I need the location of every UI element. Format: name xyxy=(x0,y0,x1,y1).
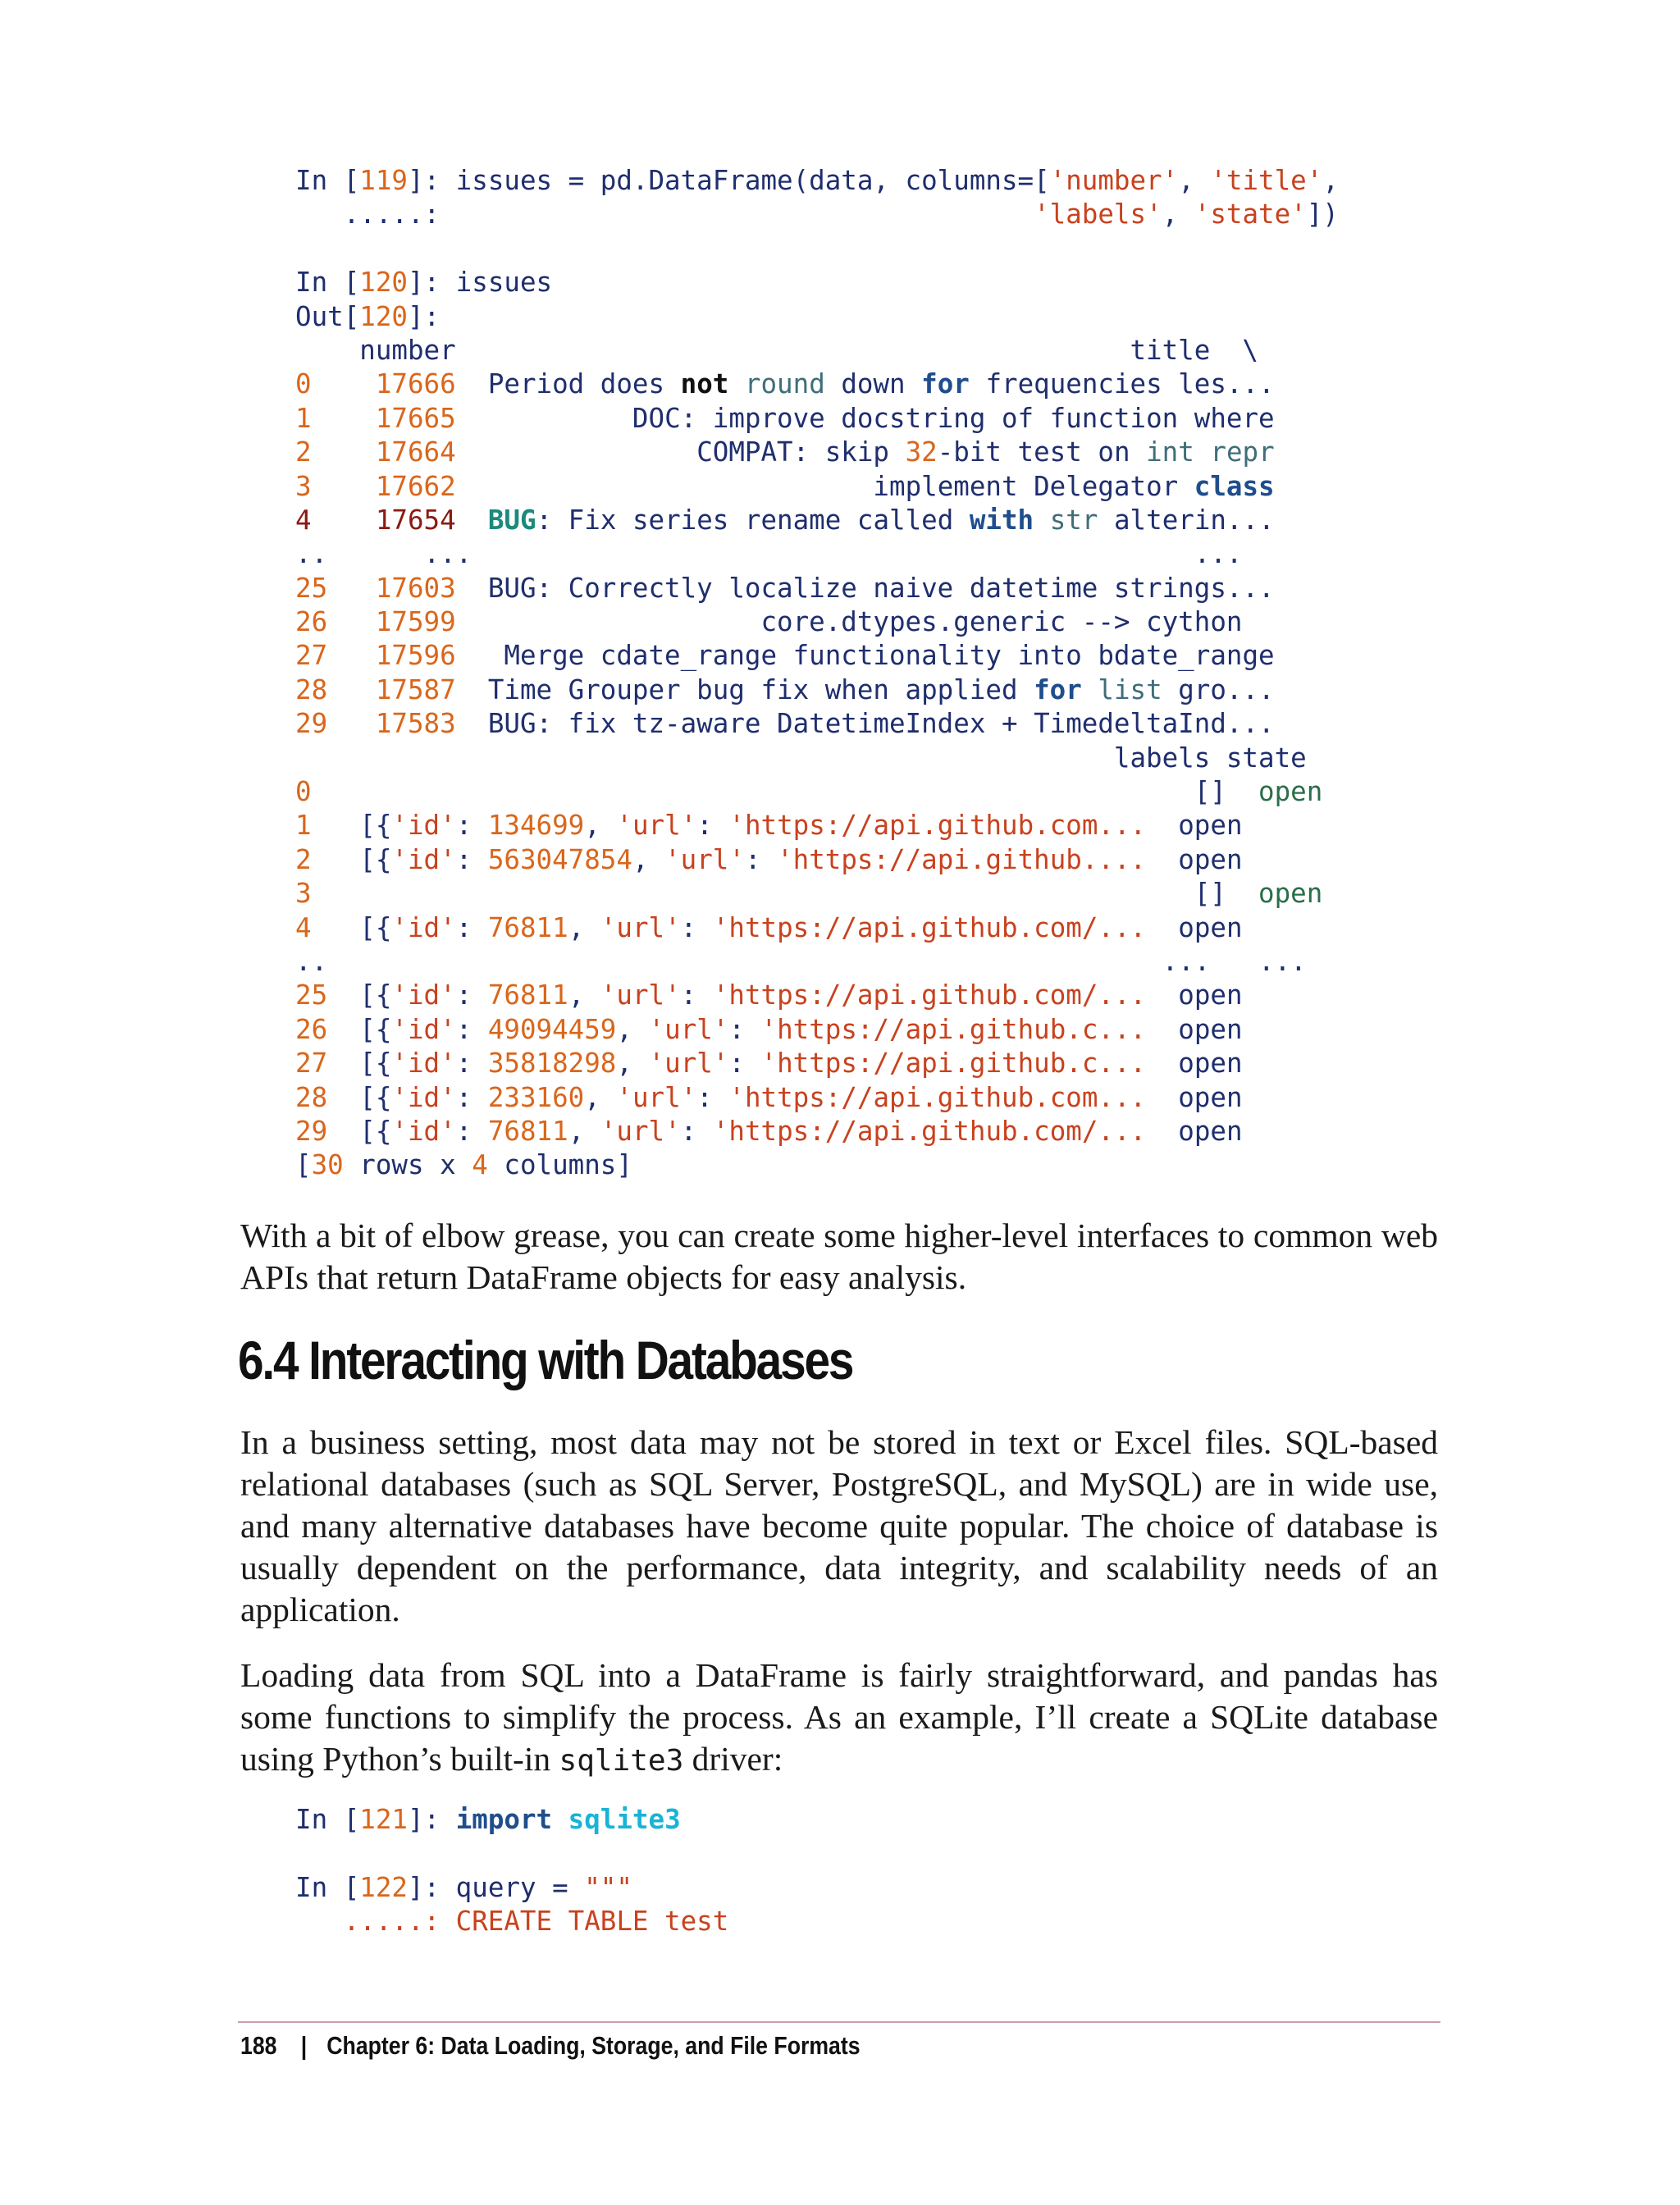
code-token: , xyxy=(568,979,600,1011)
code-line xyxy=(295,1047,1444,1080)
code-token: : xyxy=(455,1013,488,1045)
code-token: : xyxy=(455,911,488,943)
code-line xyxy=(295,742,1444,775)
code-token: : xyxy=(455,843,488,875)
code-line xyxy=(295,673,1444,707)
code-token: open xyxy=(1146,1081,1243,1113)
code-token: 'https://api.github.... xyxy=(777,843,1147,875)
code-token: ]: xyxy=(407,1804,456,1835)
code-token: 3 xyxy=(295,878,312,910)
code-token xyxy=(1194,436,1211,468)
code-line xyxy=(295,537,1444,571)
code-token: [{ xyxy=(311,843,392,875)
code-token: rows x xyxy=(343,1149,472,1181)
code-token: In [ xyxy=(295,1871,360,1903)
code-line xyxy=(295,639,1444,673)
code-token: 'state' xyxy=(1194,199,1307,231)
code-token: 233160 xyxy=(487,1081,585,1113)
code-line xyxy=(295,334,1444,368)
code-token: 'url' xyxy=(616,1081,697,1113)
code-line xyxy=(295,945,1444,979)
code-token: 3 xyxy=(295,470,312,502)
code-token: 'url' xyxy=(600,1115,681,1147)
code-token: , xyxy=(568,1115,600,1147)
code-token: 28 xyxy=(295,1081,328,1113)
code-token xyxy=(312,471,376,502)
code-token: 25 xyxy=(295,979,328,1011)
code-token xyxy=(327,640,376,671)
code-token xyxy=(312,436,376,468)
code-token: BUG: fix tz-aware DatetimeIndex + TimedeltaInd... xyxy=(455,708,1275,740)
code-token: 17587 xyxy=(375,673,456,705)
code-line xyxy=(295,1081,1444,1115)
code-token: open xyxy=(1146,1048,1243,1080)
code-token: 17654 xyxy=(375,504,456,536)
code-token: with xyxy=(969,504,1034,536)
code-token: : xyxy=(680,1115,713,1147)
code-line xyxy=(295,877,1444,911)
code-token: : xyxy=(680,979,713,1011)
code-token: : xyxy=(455,979,488,1011)
code-line xyxy=(295,1115,1444,1148)
code-block-sqlite xyxy=(295,1803,1444,1939)
code-token: ]: query = xyxy=(407,1871,585,1903)
code-token: open xyxy=(1146,979,1243,1011)
code-line xyxy=(295,402,1444,436)
code-token: 76811 xyxy=(487,979,568,1011)
code-token: sqlite3 xyxy=(568,1804,681,1835)
code-line xyxy=(295,198,1444,231)
code-token: [{ xyxy=(311,911,392,943)
code-token: 'id' xyxy=(391,911,456,943)
code-token: for xyxy=(1034,673,1082,705)
code-line xyxy=(295,809,1444,842)
code-token: ]: xyxy=(407,300,441,332)
code-token: 119 xyxy=(359,165,408,196)
code-token: COMPAT: skip xyxy=(455,436,906,468)
code-token: , xyxy=(1178,165,1211,196)
code-token: [ xyxy=(295,1149,312,1181)
code-token: 'id' xyxy=(391,1013,456,1045)
code-token: 121 xyxy=(359,1804,408,1835)
code-token: implement Delegator xyxy=(455,470,1194,502)
code-line xyxy=(295,1905,1444,1938)
code-token: number title \ xyxy=(295,334,1258,366)
code-token: , xyxy=(568,911,600,943)
code-token: : Fix series rename called xyxy=(536,504,970,536)
code-token: 30 xyxy=(311,1149,344,1181)
code-token: 2 xyxy=(295,436,312,468)
code-token: 'url' xyxy=(600,911,681,943)
code-token: 'labels' xyxy=(1034,199,1162,231)
paragraph-text-end: driver: xyxy=(683,1740,783,1778)
code-token: alterin... xyxy=(1098,504,1275,536)
code-token: round xyxy=(744,368,825,400)
code-token: 'id' xyxy=(391,1115,456,1147)
code-token: 17599 xyxy=(375,606,456,638)
code-block-issues-dataframe xyxy=(295,164,1444,1183)
code-token: 'url' xyxy=(616,810,697,842)
code-token: , xyxy=(1162,199,1194,231)
code-token: 17596 xyxy=(375,640,456,672)
code-token: 'https://api.github.com... xyxy=(728,1081,1147,1113)
code-token: [{ xyxy=(327,979,392,1011)
code-token: 120 xyxy=(359,267,408,299)
code-line xyxy=(295,707,1444,741)
code-line xyxy=(295,843,1444,877)
code-token: : xyxy=(455,810,488,842)
code-token: .. ... ... xyxy=(295,538,1243,570)
code-line xyxy=(295,775,1444,809)
code-line xyxy=(295,164,1444,198)
code-line xyxy=(295,1871,1444,1905)
code-token: ]: issues xyxy=(407,267,553,299)
code-token xyxy=(1082,674,1098,705)
code-token: -bit test on xyxy=(937,436,1147,468)
code-token xyxy=(312,368,376,399)
code-line xyxy=(295,1013,1444,1047)
code-token: 'url' xyxy=(664,843,745,875)
code-token: [{ xyxy=(327,1048,392,1080)
code-token: Time Grouper bug fix when applied xyxy=(455,673,1034,705)
code-token: 0 xyxy=(295,368,312,400)
code-token: [] xyxy=(311,776,1259,808)
code-token: not xyxy=(680,368,729,400)
code-token: 'https://api.github.com/... xyxy=(712,1115,1147,1147)
code-token: 27 xyxy=(295,640,328,672)
code-token: 17583 xyxy=(375,708,456,740)
footer-divider xyxy=(238,2021,1440,2023)
code-token: : xyxy=(728,1048,761,1080)
code-token: [] xyxy=(311,878,1259,910)
code-token: : xyxy=(744,843,778,875)
code-token: 4 xyxy=(472,1149,488,1181)
code-token: open xyxy=(1146,1013,1243,1045)
code-token: frequencies les... xyxy=(969,368,1275,400)
code-token: 26 xyxy=(295,606,328,638)
code-token: 134699 xyxy=(487,810,585,842)
code-token: 4 xyxy=(295,504,312,536)
code-token: : xyxy=(455,1048,488,1080)
code-token: open xyxy=(1258,878,1323,910)
code-token: 122 xyxy=(359,1871,408,1903)
code-line xyxy=(295,572,1444,605)
code-token: 'https://api.github.com/... xyxy=(712,911,1147,943)
code-token: , xyxy=(616,1013,649,1045)
code-token xyxy=(312,403,376,434)
code-token xyxy=(327,573,376,604)
code-token: """ xyxy=(584,1871,632,1903)
paragraph-text: Loading data from SQL into a DataFrame is fairly straightforward, and pandas has some functions to simplify the process. As an example, I’ll create a SQLite database using Python’s built-in xyxy=(240,1656,1438,1778)
code-line xyxy=(295,232,1444,266)
code-token: gro... xyxy=(1162,673,1275,705)
code-token: list xyxy=(1098,673,1162,705)
code-token: : xyxy=(455,1081,488,1113)
code-line xyxy=(295,1803,1444,1837)
code-token: , xyxy=(584,810,617,842)
code-token: 'id' xyxy=(391,1081,456,1113)
code-line xyxy=(295,504,1444,537)
code-token: open xyxy=(1258,776,1323,808)
paragraph-web-apis: With a bit of elbow grease, you can create some higher-level interfaces to common web APIs that return DataFrame objects for easy analysis. xyxy=(240,1217,1438,1296)
code-token: 25 xyxy=(295,572,328,604)
code-token: 120 xyxy=(359,300,408,332)
code-line xyxy=(295,266,1444,299)
code-token: 29 xyxy=(295,1115,328,1147)
code-token: 'title' xyxy=(1210,165,1323,196)
code-line xyxy=(295,605,1444,639)
code-token xyxy=(327,708,376,739)
code-token: BUG: Correctly localize naive datetime strings... xyxy=(455,572,1275,604)
code-token: 563047854 xyxy=(487,843,632,875)
code-token: 17662 xyxy=(375,470,456,502)
code-token: In [ xyxy=(295,165,360,196)
code-line xyxy=(295,911,1444,945)
code-token: : xyxy=(680,911,713,943)
code-token: 29 xyxy=(295,708,328,740)
code-line xyxy=(295,979,1444,1012)
code-token: 'id' xyxy=(391,810,456,842)
code-token xyxy=(327,606,376,637)
code-token: ]: issues = pd.DataFrame(data, columns=[ xyxy=(407,165,1050,196)
code-token: open xyxy=(1146,1115,1243,1147)
code-token: 'number' xyxy=(1049,165,1179,196)
code-token: 17664 xyxy=(375,436,456,468)
code-token xyxy=(312,504,376,536)
code-token xyxy=(1034,504,1050,536)
code-token: 'url' xyxy=(600,979,681,1011)
code-token: 28 xyxy=(295,673,328,705)
code-token: ]) xyxy=(1306,199,1339,231)
code-token xyxy=(327,674,376,705)
code-token: 'id' xyxy=(391,843,456,875)
code-token xyxy=(456,504,488,536)
code-token: : xyxy=(696,1081,729,1113)
code-token: core.dtypes.generic --> cython xyxy=(455,606,1243,638)
code-token: : xyxy=(455,1115,488,1147)
code-line xyxy=(295,300,1444,334)
code-token: 26 xyxy=(295,1013,328,1045)
code-token: .. ... ... xyxy=(295,945,1307,977)
code-token: 17666 xyxy=(375,368,456,400)
code-token: 'https://api.github.com/... xyxy=(712,979,1147,1011)
code-token: , xyxy=(584,1081,617,1113)
code-token: 2 xyxy=(295,843,312,875)
code-token: Period does xyxy=(455,368,681,400)
code-line xyxy=(295,1148,1444,1182)
code-token: 'https://api.github.c... xyxy=(760,1013,1147,1045)
code-token: : xyxy=(696,810,729,842)
code-token: 17665 xyxy=(375,402,456,434)
inline-code-sqlite3: sqlite3 xyxy=(559,1744,684,1778)
code-token: open xyxy=(1146,810,1243,842)
section-heading: 6.4 Interacting with Databases xyxy=(238,1330,853,1390)
code-token: labels state xyxy=(295,742,1307,774)
code-token: : xyxy=(728,1013,761,1045)
code-token: str xyxy=(1049,504,1098,536)
code-token: Out[ xyxy=(295,300,360,332)
chapter-title: Chapter 6: Data Loading, Storage, and File Formats xyxy=(326,2031,861,2060)
code-token: 'url' xyxy=(648,1048,729,1080)
code-token xyxy=(728,368,745,399)
code-token: [{ xyxy=(311,810,392,842)
code-token xyxy=(552,1804,568,1835)
code-token: 1 xyxy=(295,810,312,842)
paragraph-databases: In a business setting, most data may not be stored in text or Excel files. SQL-based relational databases (such as SQL Server, PostgreSQL, and MySQL) are in wide use, and many alternative databases have become quite popular. The choice of database is usually dependent on the performance, data integrity, and scalability needs of an application. xyxy=(240,1423,1438,1628)
code-token: 17603 xyxy=(375,572,456,604)
code-token: open xyxy=(1146,843,1243,875)
code-token: BUG xyxy=(487,504,536,536)
code-line xyxy=(295,470,1444,504)
code-token: In [ xyxy=(295,1804,360,1835)
code-token: 32 xyxy=(905,436,938,468)
code-token: , xyxy=(616,1048,649,1080)
code-line xyxy=(295,436,1444,469)
code-token: 'https://api.github.com... xyxy=(728,810,1147,842)
code-token: In [ xyxy=(295,267,360,299)
code-token: 'url' xyxy=(648,1013,729,1045)
footer-separator: | xyxy=(300,2031,308,2060)
code-token: 4 xyxy=(295,911,312,943)
code-token: [{ xyxy=(327,1081,392,1113)
code-token: down xyxy=(824,368,922,400)
code-token: 0 xyxy=(295,776,312,808)
code-token: 'https://api.github.c... xyxy=(760,1048,1147,1080)
code-token: repr xyxy=(1210,436,1275,468)
code-token: open xyxy=(1146,911,1243,943)
code-token: 76811 xyxy=(487,1115,568,1147)
code-token: columns] xyxy=(487,1149,632,1181)
code-token: [{ xyxy=(327,1115,392,1147)
code-token: , xyxy=(1322,165,1339,196)
code-token: .....: xyxy=(295,199,1034,231)
page-footer xyxy=(240,2031,861,2061)
code-token: Merge cdate_range functionality into bdate_range xyxy=(455,640,1275,672)
code-line xyxy=(295,1837,1444,1870)
code-token: 49094459 xyxy=(487,1013,617,1045)
code-token: 35818298 xyxy=(487,1048,617,1080)
code-token: import xyxy=(455,1804,553,1835)
code-token: 27 xyxy=(295,1048,328,1080)
code-token: int xyxy=(1146,436,1194,468)
code-token: DOC: improve docstring of function where xyxy=(455,402,1275,434)
code-token: [{ xyxy=(327,1013,392,1045)
code-token: 1 xyxy=(295,402,312,434)
code-token: class xyxy=(1194,470,1275,502)
code-token: , xyxy=(632,843,665,875)
page-number: 188 xyxy=(240,2031,277,2060)
code-token: for xyxy=(921,368,970,400)
code-token: 'id' xyxy=(391,979,456,1011)
code-token: 76811 xyxy=(487,911,568,943)
code-token: .....: CREATE TABLE test xyxy=(295,1906,729,1938)
paragraph-loading-sql xyxy=(240,1655,1438,1782)
code-token: 'id' xyxy=(391,1048,456,1080)
code-line xyxy=(295,368,1444,401)
